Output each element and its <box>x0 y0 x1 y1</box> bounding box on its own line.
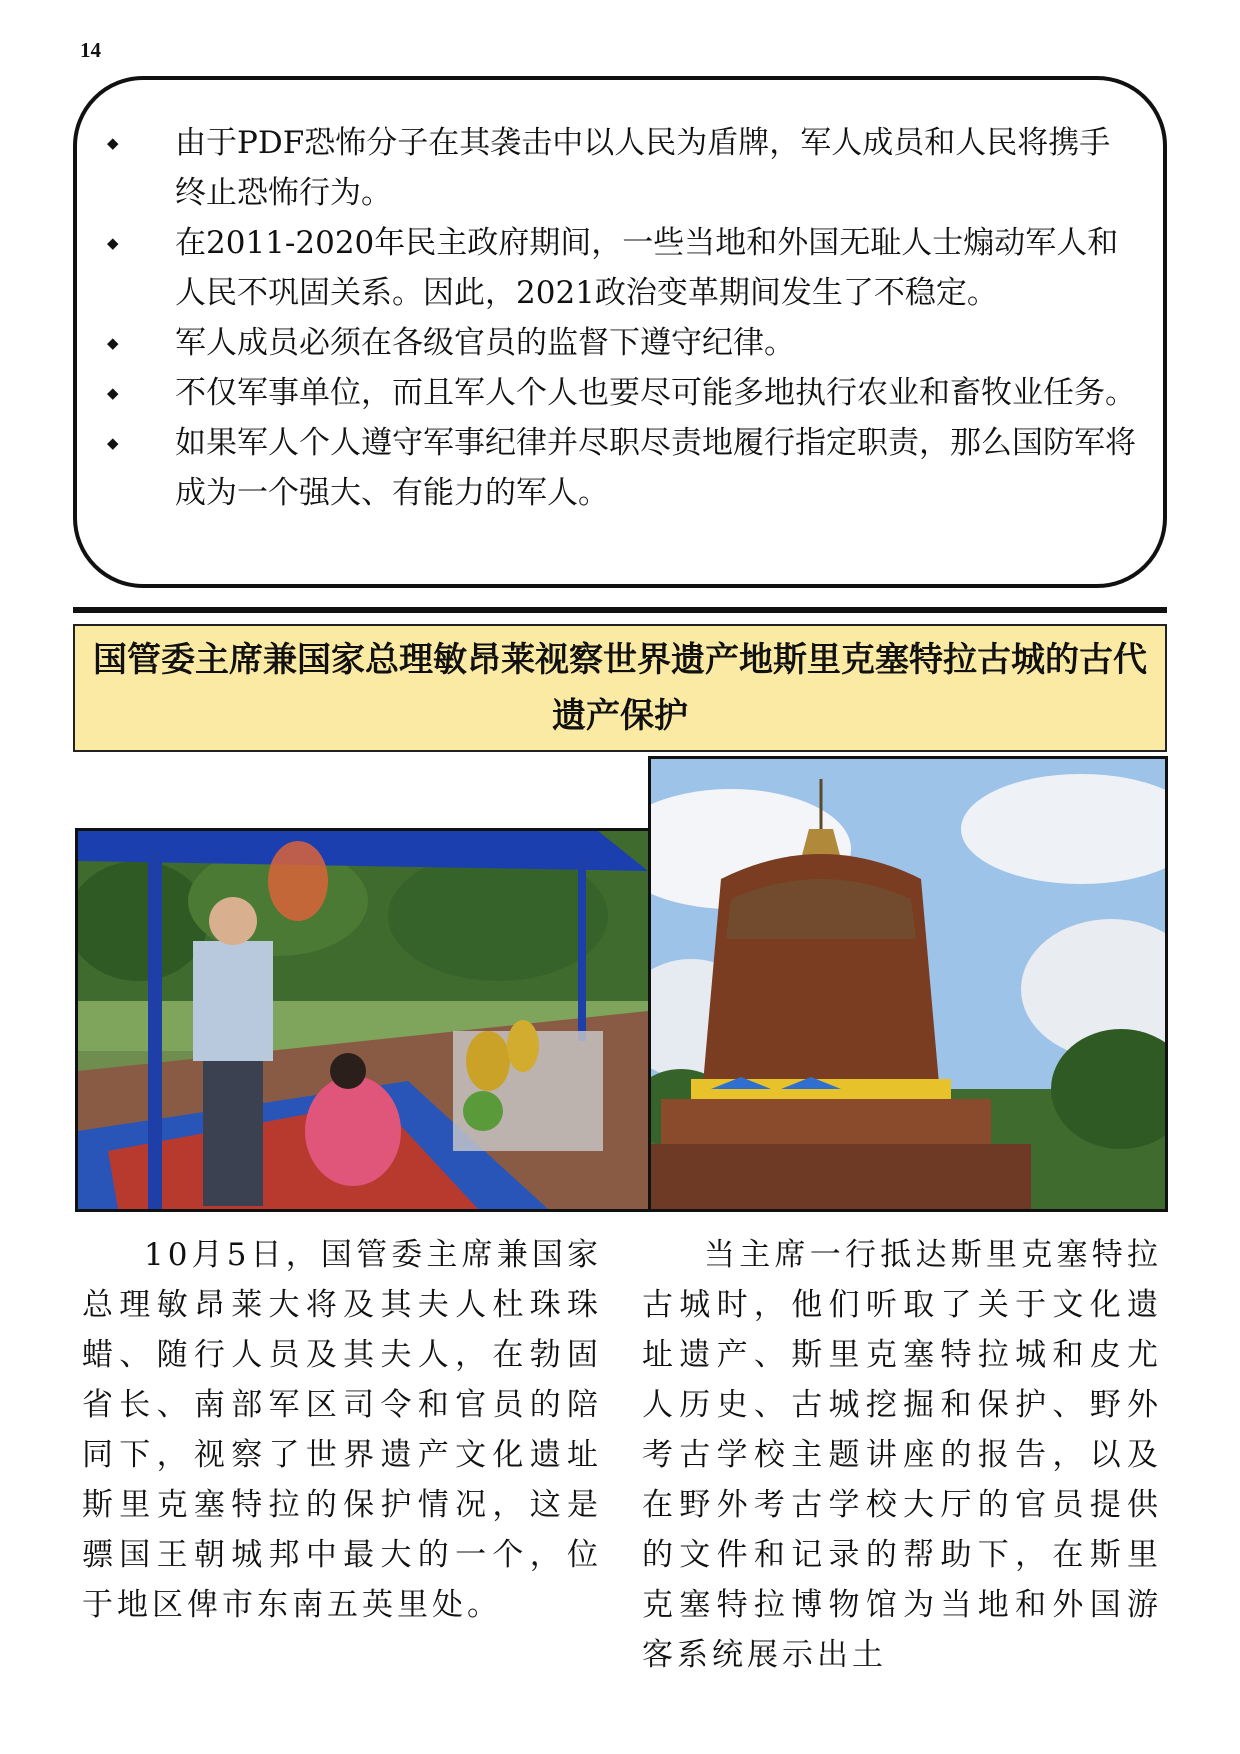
bullet-item <box>107 368 1137 418</box>
page-number: 14 <box>80 38 101 62</box>
bullet-item <box>107 218 1137 318</box>
article-headline: 国管委主席兼国家总理敏昂莱视察世界遗产地斯里克塞特拉古城的古代遗产保护 <box>93 640 1147 736</box>
bullet-text: 在2011-2020年民主政府期间，一些当地和外国无耻人士煽动军人和人民不巩固关系。因此，2021政治变革期间发生了不稳定。 <box>175 225 1119 311</box>
bullet-text: 军人成员必须在各级官员的监督下遵守纪律。 <box>175 325 795 361</box>
bullet-item <box>107 418 1137 518</box>
ceremony-photo <box>75 828 651 1212</box>
bullet-list <box>107 118 1137 518</box>
ceremony-photo-illustration <box>78 831 648 1209</box>
bullet-text: 如果军人个人遵守军事纪律并尽职尽责地履行指定职责，那么国防军将成为一个强大、有能力的军人。 <box>175 425 1136 511</box>
diamond-bullet-icon: ◆ <box>107 134 119 152</box>
bullet-item <box>107 118 1137 218</box>
headline-banner <box>73 624 1167 752</box>
article-paragraph-left: 10月5日，国管委主席兼国家总理敏昂莱大将及其夫人杜珠珠蜡、随行人员及其夫人，在勃固省长、南部军区司令和官员的陪同下，视察了世界遗产文化遗址斯里克塞特拉的保护情况，这是骠国王朝城邦中最大的一个，位于地区俾市东南五英里处。 <box>82 1237 602 1623</box>
diamond-bullet-icon: ◆ <box>107 384 119 402</box>
bullet-item <box>107 318 1137 368</box>
bullet-points-box <box>73 76 1167 588</box>
section-divider <box>73 607 1167 613</box>
article-paragraph-right: 当主席一行抵达斯里克塞特拉古城时，他们听取了关于文化遗址遗产、斯里克塞特拉城和皮尤人历史、古城挖掘和保护、野外考古学校主题讲座的报告，以及在野外考古学校大厅的官员提供的文件和记录的帮助下，在斯里克塞特拉博物馆为当地和外国游客系统展示出土 <box>642 1237 1162 1673</box>
stupa-photo <box>648 756 1168 1212</box>
diamond-bullet-icon: ◆ <box>107 434 119 452</box>
diamond-bullet-icon: ◆ <box>107 234 119 252</box>
stupa-photo-illustration <box>651 759 1165 1209</box>
diamond-bullet-icon: ◆ <box>107 334 119 352</box>
bullet-text: 由于PDF恐怖分子在其袭击中以人民为盾牌，军人成员和人民将携手终止恐怖行为。 <box>175 125 1111 211</box>
bullet-text: 不仅军事单位，而且军人个人也要尽可能多地执行农业和畜牧业任务。 <box>175 375 1136 411</box>
